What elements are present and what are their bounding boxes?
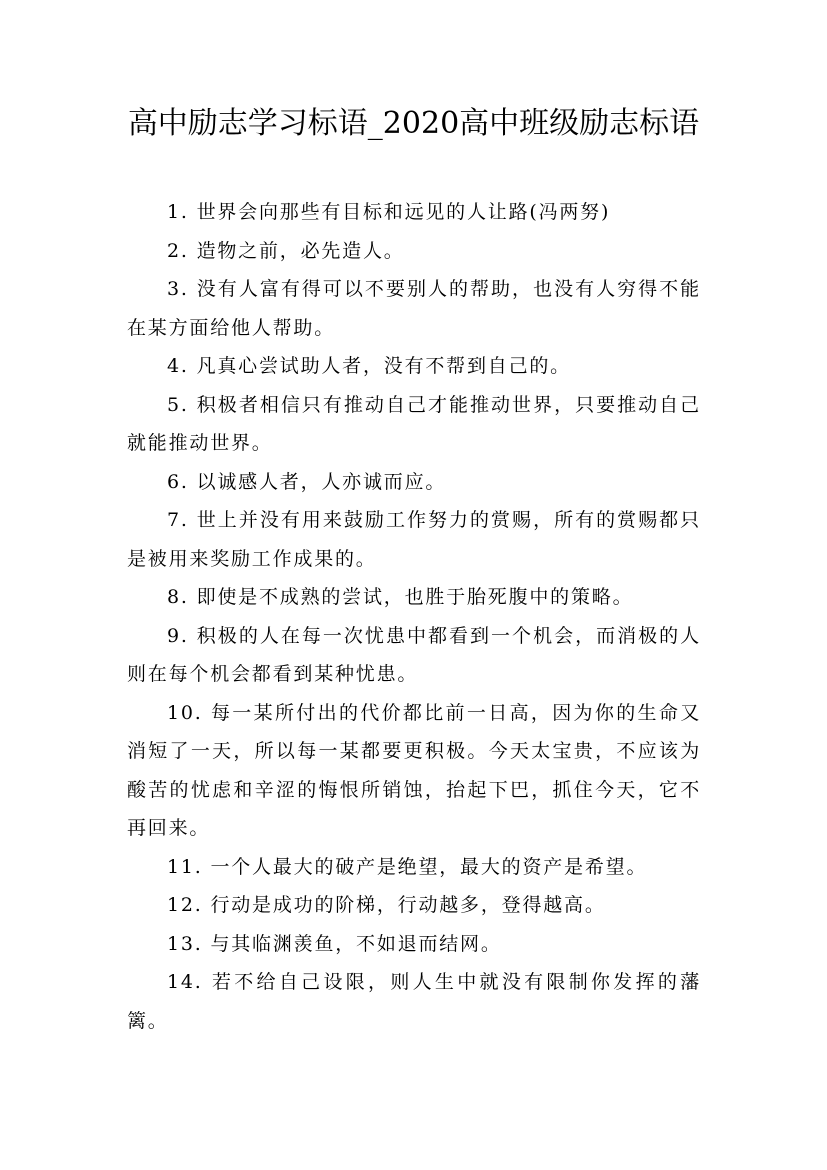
list-item: 4. 凡真心尝试助人者，没有不帮到自己的。	[167, 355, 571, 377]
list-item: 5. 积极者相信只有推动自己才能推动世界，只要推动自己就能推动世界。	[127, 393, 701, 454]
list-item: 9. 积极的人在每一次忧患中都看到一个机会，而消极的人则在每个机会都看到某种忧患。	[127, 624, 701, 685]
list-item: 6. 以诚感人者，人亦诚而应。	[167, 470, 447, 493]
list-item: 10. 每一某所付出的代价都比前一日高，因为你的生命又消短了一天，所以每一某都要更积极。今天太宝贵，不应该为酸苦的忧虑和辛涩的悔恨所销蚀，抬起下巴，抓住今天，它不再回来。	[127, 701, 701, 839]
list-item: 3. 没有人富有得可以不要别人的帮助，也没有人穷得不能在某方面给他人帮助。	[127, 278, 701, 339]
document-title: 高中励志学习标语_2020高中班级励志标语	[127, 106, 700, 141]
slogan-list	[127, 193, 701, 1040]
list-item: 12. 行动是成功的阶梯，行动越多，登得越高。	[167, 894, 606, 916]
list-item: 13. 与其临渊羡鱼，不如退而结网。	[167, 932, 502, 955]
list-item: 11. 一个人最大的破产是绝望，最大的资产是希望。	[167, 855, 648, 878]
list-item: 2. 造物之前，必先造人。	[167, 239, 405, 262]
list-item: 8. 即使是不成熟的尝试，也胜于胎死腹中的策略。	[167, 586, 634, 608]
list-item: 14. 若不给自己设限，则人生中就没有限制你发挥的藩篱。	[127, 971, 701, 1032]
list-item: 7. 世上并没有用来鼓励工作努力的赏赐，所有的赏赐都只是被用来奖励工作成果的。	[127, 509, 701, 570]
list-item: 1. 世界会向那些有目标和远见的人让路(冯两努)	[167, 201, 611, 223]
